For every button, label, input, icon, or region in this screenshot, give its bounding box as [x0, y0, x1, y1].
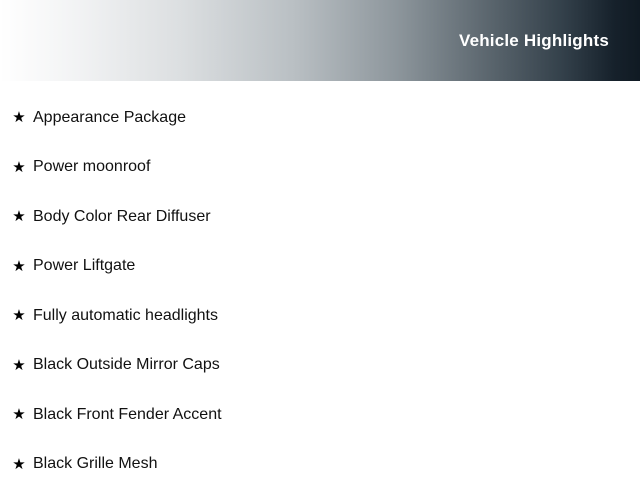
list-item	[0, 143, 640, 193]
star-icon: ★	[9, 110, 29, 125]
highlight-label: Black Grille Mesh	[29, 455, 157, 473]
panel-header	[0, 0, 640, 81]
list-item	[0, 341, 640, 391]
list-item	[0, 390, 640, 440]
highlight-label: Body Color Rear Diffuser	[29, 208, 211, 226]
star-icon: ★	[9, 358, 29, 373]
star-icon: ★	[9, 209, 29, 224]
page-title: Vehicle Highlights	[459, 31, 640, 51]
highlight-label: Black Outside Mirror Caps	[29, 356, 220, 374]
star-icon: ★	[9, 160, 29, 175]
highlight-label: Power Liftgate	[29, 257, 135, 275]
list-item	[0, 291, 640, 341]
highlight-label: Power moonroof	[29, 158, 150, 176]
star-icon: ★	[9, 407, 29, 422]
highlights-list	[0, 81, 640, 489]
highlight-label: Appearance Package	[29, 109, 186, 127]
star-icon: ★	[9, 308, 29, 323]
list-item	[0, 440, 640, 489]
star-icon: ★	[9, 259, 29, 274]
list-item	[0, 93, 640, 143]
star-icon: ★	[9, 457, 29, 472]
highlight-label: Fully automatic headlights	[29, 307, 218, 325]
list-item	[0, 242, 640, 292]
highlight-label: Black Front Fender Accent	[29, 406, 222, 424]
list-item	[0, 192, 640, 242]
